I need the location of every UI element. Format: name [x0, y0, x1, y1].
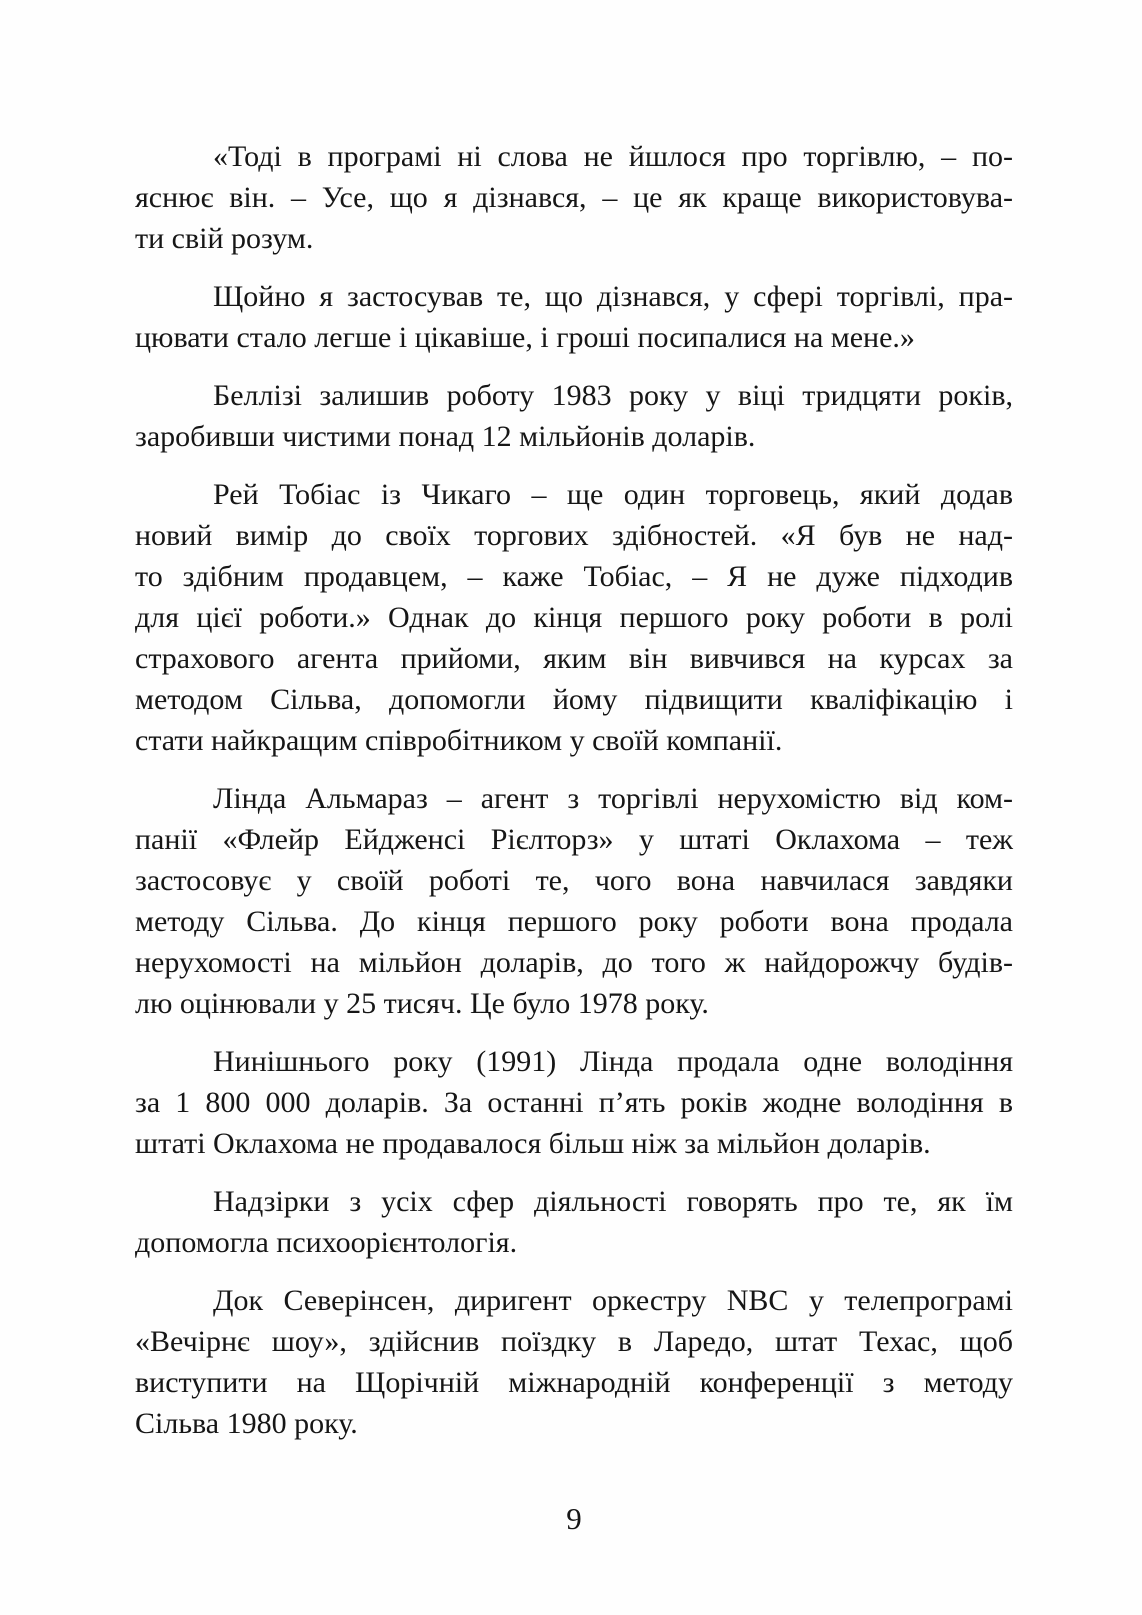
text-line: панії «Флейр Ейдженсі Рієлторз» у штаті Оклахома – теж	[135, 823, 1013, 856]
text-line: застосовує у своїй роботі те, чого вона навчилася завдяки	[135, 864, 1013, 897]
text-line: методу Сільва. До кінця першого року роботи вона продала	[135, 905, 1013, 938]
paragraph	[135, 1041, 1013, 1164]
text-line: Надзірки з усіх сфер діяльності говорять про те, як їм	[213, 1185, 1013, 1218]
paragraph	[135, 1181, 1013, 1263]
page-number: 9	[566, 1501, 582, 1536]
text-line: ти свій розум.	[135, 222, 314, 255]
text-line: новий вимір до своїх торгових здібностей. «Я був не над-	[135, 519, 1013, 552]
text-line: стати найкращим співробітником у своїй компанії.	[135, 724, 783, 757]
text-line: Щойно я застосував те, що дізнався, у сфері торгівлі, пра-	[213, 280, 1013, 313]
text-line: лю оцінювали у 25 тисяч. Це було 1978 року.	[135, 987, 709, 1020]
text-line: Рей Тобіас із Чикаго – ще один торговець, який додав	[213, 478, 1013, 511]
text-line: заробивши чистими понад 12 мільйонів доларів.	[135, 420, 756, 453]
text-line: нерухомості на мільйон доларів, до того ж найдорожчу будів-	[135, 946, 1013, 979]
paragraph	[135, 474, 1013, 761]
text-line: цювати стало легше і цікавіше, і гроші посипалися на мене.»	[135, 321, 915, 354]
text-line: допомогла психоорієнтологія.	[135, 1226, 518, 1259]
text-line: яснює він. – Усе, що я дізнався, – це як краще використовува-	[135, 181, 1013, 214]
text-line: Нинішнього року (1991) Лінда продала одне володіння	[213, 1045, 1013, 1078]
text-line: Сільва 1980 року.	[135, 1407, 358, 1440]
text-line: Беллізі залишив роботу 1983 року у віці тридцяти років,	[213, 379, 1013, 412]
text-block	[135, 136, 1013, 1461]
text-line: методом Сільва, допомогли йому підвищити кваліфікацію і	[135, 683, 1013, 716]
text-line: для цієї роботи.» Однак до кінця першого року роботи в ролі	[135, 601, 1013, 634]
paragraph	[135, 136, 1013, 259]
paragraph	[135, 375, 1013, 457]
text-line: за 1 800 000 доларів. За останні п’ять років жодне володіння в	[135, 1086, 1013, 1119]
paragraph	[135, 276, 1013, 358]
text-line: штаті Оклахома не продавалося більш ніж за мільйон доларів.	[135, 1127, 931, 1160]
text-line: виступити на Щорічній міжнародній конференції з методу	[135, 1366, 1013, 1399]
text-line: то здібним продавцем, – каже Тобіас, – Я не дуже підходив	[135, 560, 1013, 593]
text-line: страхового агента прийоми, яким він вивчився на курсах за	[135, 642, 1013, 675]
paragraph	[135, 778, 1013, 1024]
paragraph	[135, 1280, 1013, 1444]
text-line: Лінда Альмараз – агент з торгівлі нерухомістю від ком-	[213, 782, 1013, 815]
text-line: «Тоді в програмі ні слова не йшлося про торгівлю, – по-	[213, 140, 1013, 173]
text-line: Док Северінсен, диригент оркестру NBC у телепрограмі	[213, 1284, 1013, 1317]
text-line: «Вечірнє шоу», здійснив поїздку в Ларедо, штат Техас, щоб	[135, 1325, 1013, 1358]
